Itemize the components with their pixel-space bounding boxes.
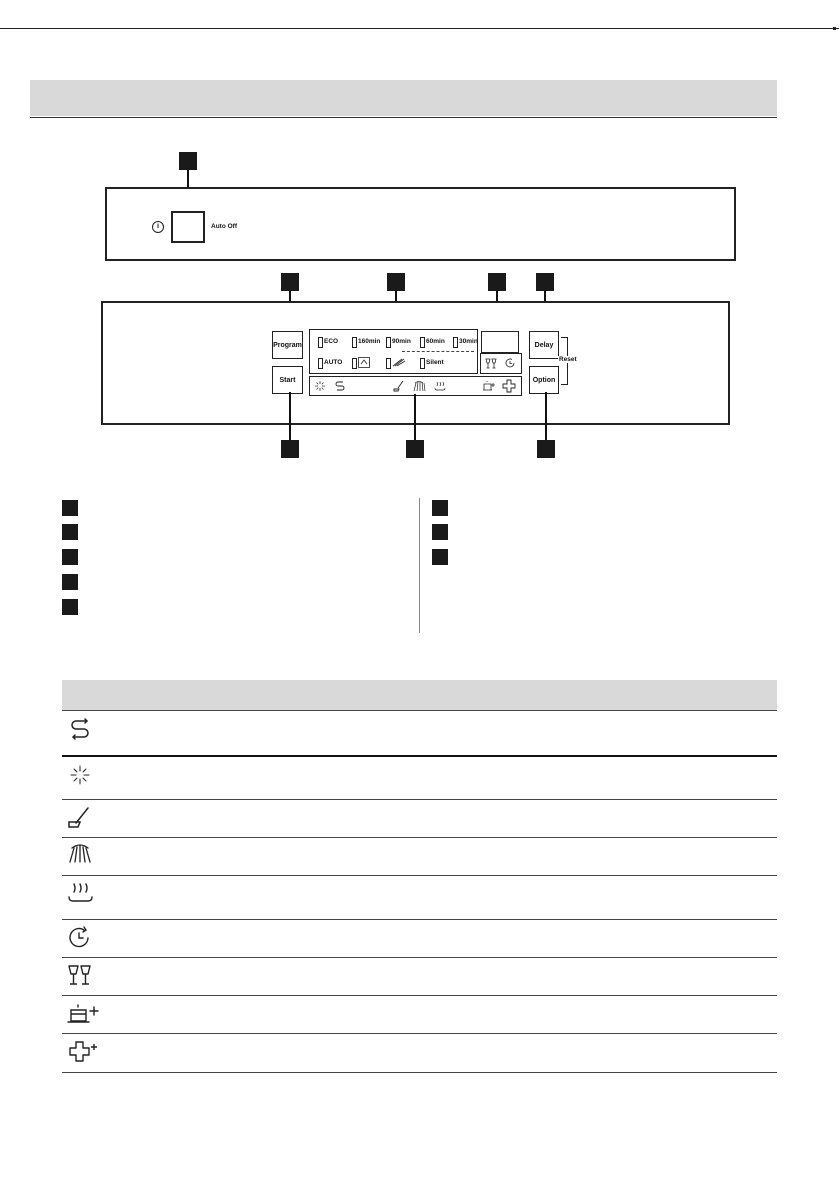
quick-wash-icon [358, 357, 370, 368]
callout-leader-8 [545, 392, 547, 440]
program-auto: AUTO [324, 359, 343, 366]
extra-hygiene-icon [482, 380, 496, 392]
callout-marker-3 [387, 273, 405, 291]
start-button[interactable]: Start [272, 366, 303, 394]
glass-program-icon [392, 357, 406, 368]
callout-marker-8 [537, 440, 555, 458]
row-divider [62, 799, 777, 800]
legend-marker [432, 500, 448, 516]
rinse-aid-icon [66, 764, 106, 788]
legend-marker [62, 599, 78, 615]
row-divider [62, 1072, 777, 1073]
row-divider [62, 837, 777, 838]
callout-marker-4 [488, 273, 506, 291]
program-indicator [318, 358, 323, 369]
callout-leader-7 [414, 394, 416, 440]
row-divider [62, 957, 777, 958]
glass-care-icon [66, 964, 106, 988]
callout-marker-7 [406, 440, 424, 458]
program-90min: 90min [392, 338, 411, 345]
legend-marker [432, 524, 448, 540]
multitab-icon [334, 380, 346, 392]
delay-button[interactable]: Delay [529, 331, 559, 359]
legend-marker [62, 524, 78, 540]
power-icon [151, 220, 165, 234]
callout-leader-6 [289, 392, 291, 440]
option-icons-box [480, 353, 522, 374]
on-off-button[interactable] [171, 211, 205, 243]
program-silent: Silent [426, 359, 444, 366]
top-rule [0, 28, 839, 29]
callout-marker-5 [536, 273, 554, 291]
delay-start-icon [66, 926, 106, 950]
program-30min: 30min [459, 338, 478, 345]
extra-hygiene-icon [66, 1002, 106, 1026]
drying-icon [66, 881, 106, 905]
program-60min: 60min [426, 338, 445, 345]
section-divider [30, 117, 777, 118]
rinse-aid-icon [314, 380, 326, 392]
time-display [481, 331, 519, 353]
legend-marker [62, 549, 78, 565]
callout-marker-6 [281, 440, 299, 458]
program-indicator [420, 358, 425, 369]
on-off-panel [105, 187, 736, 261]
program-indicator [420, 337, 425, 348]
row-divider [62, 1033, 777, 1034]
legend-marker [62, 500, 78, 516]
drying-icon [434, 380, 446, 392]
program-button[interactable]: Program [272, 331, 303, 359]
table-header [62, 680, 777, 710]
program-indicator [352, 358, 357, 369]
program-indicator [352, 337, 357, 348]
program-eco: ECO [324, 338, 339, 345]
option-button[interactable]: Option [529, 366, 559, 394]
delay-start-icon [504, 357, 516, 369]
reset-label: Reset [559, 356, 577, 363]
top-rule-end [833, 27, 836, 30]
row-divider [62, 755, 777, 757]
program-indicator [318, 337, 323, 348]
dashed-separator [402, 351, 474, 352]
row-divider [62, 710, 777, 711]
regenerant-salt-icon [66, 806, 106, 830]
multitab-icon [66, 716, 106, 740]
glass-care-icon [485, 358, 497, 369]
indicator-strip [309, 376, 522, 396]
machine-care-icon [412, 380, 426, 392]
program-indicator [453, 337, 458, 348]
callout-marker-2 [281, 273, 299, 291]
machine-care-icon [66, 842, 106, 866]
program-indicator [386, 358, 391, 369]
legend-divider [419, 498, 420, 633]
callout-marker-1 [179, 152, 197, 170]
row-divider [62, 919, 777, 920]
legend-marker [62, 574, 78, 590]
auto-off-label: Auto Off [211, 223, 237, 230]
regenerant-salt-icon [393, 380, 405, 392]
legend-marker [432, 549, 448, 565]
row-divider [62, 995, 777, 996]
row-divider [62, 875, 777, 876]
program-indicator [386, 337, 391, 348]
extra-power-icon [502, 379, 516, 393]
program-160min: 160min [358, 338, 381, 345]
section-header [30, 80, 777, 116]
extra-power-icon [66, 1040, 106, 1064]
